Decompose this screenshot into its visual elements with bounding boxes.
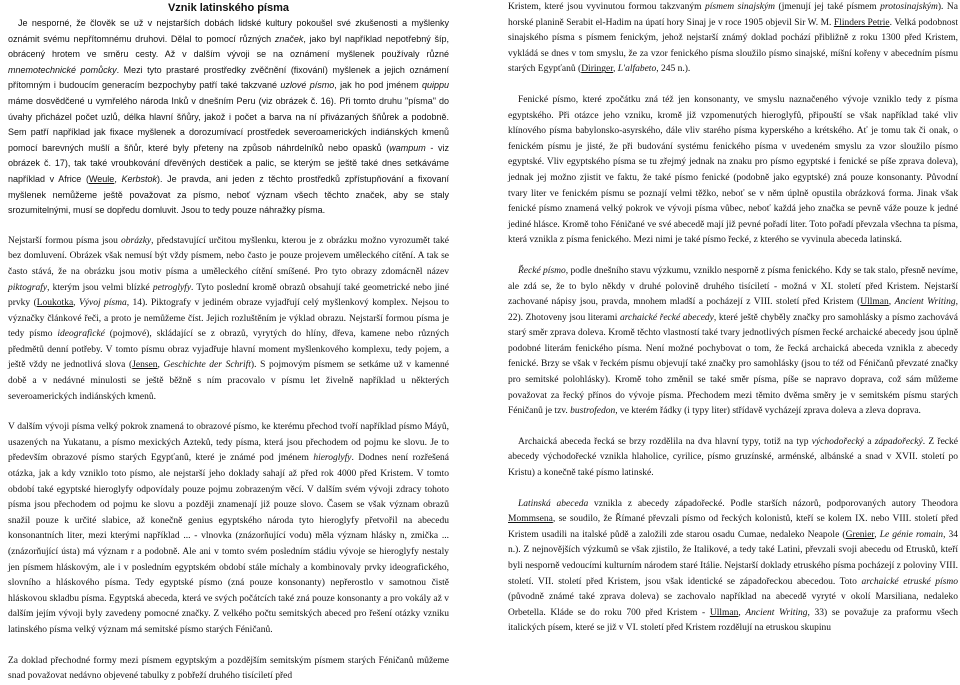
citation-ullman-1[interactable]: Ullman: [860, 297, 889, 308]
citation-flinders-petrie[interactable]: Flinders Petrie: [833, 17, 890, 28]
citation-diringer[interactable]: Diringer: [581, 64, 613, 75]
page-title: Vznik latinského písma: [167, 2, 290, 14]
citation-loukotka[interactable]: Loukotka: [36, 298, 74, 309]
paragraph-greek-split: Archaická abeceda řecká se brzy rozdělila na dva hlavní typy, totiž na typ východořecký a západořecký. Z řecké abecedy východořecké vznikla hlaholice, cyrilice, písmo gruzínské, arménské, albánské a snad v XVII. století po Kristu) a konečně také písmo latinské.: [508, 436, 958, 479]
paragraph-transition: Za doklad přechodné formy mezi písmem egyptským a pozdějším semitským písmem starých Féničanů můžeme snad považovat nedávno objevené tabulky z pobřeží druhého tisíciletí před: [8, 655, 449, 682]
citation-ullman-2[interactable]: Ullman: [709, 607, 739, 618]
paragraph-greek: Řecké písmo, podle dnešního stavu výzkumu, vzniklo nesporně z písma fenického. Kdy se tak stalo, přesně nevíme, ale zdá se, že to bylo někdy v druhé polovině druhého tisíciletí - možná v XI. století před Kristem. Nejstarší zachované nápisy jsou, pravda, mnohem mladší a pocházejí z VIII. století před Kristem (Ullman, Ancient Writing, 22). Zhotoveny jsou literami archaické řecké abecedy, které ještě chyběly značky pro samohlásky a písmo zachovává starý směr zprava doleva. Kromě těchto vlastností také tvary jednotlivých písmen řecké archaické abecedy jsou úplně podobné literám fenického písma. Není možné pochybovat o tom, že řecká archaická abeceda vznikla z abecedy fenické. Brzy se však v řeckém písmu objevují také značky pro samohlásky (jsou to též od Féničanů převzaté značky pro semitské polohlásky). Kromě toho změnil se také směr písma, píše se napravo doprava, což sám můžeme považovat za řecký přínos do vývoje písma. Přechodem mezi těmito dvěma směry je v semitském písmu starých Féničanů je tzv. bustrofedon, ve kterém řádky (i typy liter) střídavě vycházejí zprava doleva a zleva doprava.: [508, 265, 959, 417]
left-column: [8, 16, 450, 682]
paragraph-phoenician: Fenické písmo, které zpočátku zná též jen konsonanty, ve smyslu naznačeného vývoje vzniklo tedy z písma egyptského. Při otázce jeho vzniku, kromě již vzpomenutých hieroglyfů, připouští se však například také vliv klínového písma babylonsko-asyrského, dále vliv starého písma kyperského a krétského. Ať je tomu tak či onak, o fenickém písmu je jisté, že při budování systému fenického písma v uvedeném smyslu za vzor sloužilo písmo egyptské. Vliv egyptského písma se tu zřejmý jednak na znaku pro písmo egyptské i fenické se píše zprava doleva), jednak jej možno zjistit ve faktu, že také písmo fenické (podobně jako egyptské) zná pouze konsonanty. Původní tvary liter ve fenickém písmu se poznají velmi těžko, neboť se v něm úplně opustila obrázková forma. Jinak však fenické písmo znamená velký pokrok ve vývoji písma vůbec, neboť každá jeho značka se pevně váže pouze k jedné jediné hlásce. Kromě toho Féničané ve své abecedě mají již pevné pořadí liter. Toto pořadí převzala všechna ta písma, která vznikla z písma fenického. Mezi nimi je také písmo řecké, z kterého se vyvinula abeceda latinská.: [508, 94, 958, 246]
citation-mommsen[interactable]: Mommsena: [508, 514, 553, 525]
citation-grenier[interactable]: Grenier: [845, 529, 875, 540]
citation-jensen[interactable]: Jensen: [132, 360, 158, 371]
paragraph-latin: Latinská abeceda vznikla z abecedy západořecké. Podle starších názorů, podporovaných autory Theodora Mommsena, se soudilo, že Římané převzali písmo od řeckých kolonistů, kteří se kolem IX. nebo VIII. století před Kristem usadili na italské půdě a založili zde starou osadu Cumae, nedaleko Neapole (Grenier, Le génie romain, 34 n.). Z nejnovějších výzkumů se však zjistilo, že Italikové, a tedy také Latini, převzali svoji abecedu od Etrusků, kteří byli nesporně vedoucími kulturním národem staré Itálie. Nejstarší doklady etruského písma pocházejí z poloviny VIII. století. VII. století před Kristem, jsou však identické se západořeckou abecedou. Toto archaické etruské písmo (původně známé také zprava doleva) se zachovalo například na abecedě vyryté v okolí Marsiliana, nedaleko Orbetella. Kláde se do roku 700 před Kristem - Ullman, Ancient Writing, 33) se považuje za praformu všech italických písem, které se již v VI. století před Kristem rozdělují na etruskou skupinu: [508, 498, 959, 634]
paragraph-quippu: Je nesporné, že člověk se už v nejstarších dobách lidské kultury pokoušel své zkušenosti a myšlenky oznámit svému nepřítomnému druhovi. Dělal to pomocí různých značek, jako byl například nepotřebný šíp, obrácený hrotem ve směru cesty. Až v dalším vývoji se na oznámení myšlenek používaly různé mnemotechnické pomůcky. Mezi tyto prastaré prostředky zvěčnění (fixování) myšlenek a jejich oznámení přítomným i budoucím generacím bezpochyby patří také takzvané uzlové písmo, jak ho pod jménem quippu máme dosvědčené u vymřelého národa Inků v dnešním Peru (viz obrázek č. 16). Při tomto druhu "písma" do úvahy přicházel počet uzlů, délka hlavní šňůry, jakož i počet a barva na ní přivázaných šňůrek a podobně. Sem patří například jak fixace myšlenek a dorozumívací prostředek severoamerických indiánských kmenů pomocí barevných mušlí a šňůr, které byly přeteny na způsob náhrdelníků nebo opasků (wampum - viz obrázek č. 17), tak také vroubkování dřevěných destiček a palic, se kterým se ještě také dnes setkáváme například v Africe (Weule, Kerbstok). Je pravda, ani jeden z těchto prostředků zpřístupňování a fixovaní myšlenek nemůžeme ještě považovat za písmo, neboť význam všech těchto značek, aby se staly srozumitelnými, musí se dopředu domluvit. Jsou to tedy pouze náhražky písma.: [8, 18, 450, 216]
citation-weule[interactable]: Weule: [88, 173, 115, 184]
paragraph-sinai-script: Kristem, které jsou vyvinutou formou takzvaným písmem sinajským (jmenují jej také písmem protosinajským). Na horské planině Serabit el-Hadim na úpatí hory Sinaj je v roce 1905 objevil Sir W. M. Flinders Petrie. Velká podobnost sinajského písma s písmem fenickým, jehož nejstarší známý doklad pochází přibližně z roku 1300 před Kristem, vykládá se dnes v tom smyslu, že za vzor fenického písma sloužilo písmo sinajské, míšní kořeny v abecedním písmu starých Egypťanů (Diringer, L'alfabeto, 245 n.).: [508, 2, 958, 75]
right-column: [508, 0, 959, 634]
paragraph-hieroglyphs: V dalším vývoji písma velký pokrok znamená to obrazové písmo, ke kterému přechod tvoří například písmo Máyů, usazených na Yukatanu, a písmo mexických Azteků, tedy písma, která jsou přechodem od pojmu ke slovu. Je to především obrazové písmo starých Egypťanů, které je známé pod jménem hieroglyfy. Dodnes není rozřešená otázka, jak a kdy vzniklo toto písmo, ale nejstarší jeho doklady sahají až před rok 4000 před Kristem. V tomto období také egyptské hieroglyfy odpovídaly pouze pojmu zobrazeným věcí. V dalším svém vývoji zdracy tohoto písma jsou přechodem od pojmu ke slovu a později znamenají již pouze slovo. Časem se však význam obrazů snažil pouze k určité slabice, až konečně genius egyptského národa tyto hieroglyfy přetvořil na abecedu konsonantních liter, mezi kterými například ... - vlnovka (znázorňující vodu) měla význam hlásky n, zmička ... (znázorňující ústa) má význam r a podobně. Ale ani v tomto svém posledním stádiu vývoje se hieroglyfy nestaly jen písmem hláskovým, ale i v posledním egyptském období stále míchaly a kombinovaly prvky ideografického, slovního a hláskového písma. Tedy egyptské písmo (zná pouze konsonanty) nepřerostlo v samotnou čistě hláskovou skladbu písma. Egyptská abeceda, která ve svých počátcích také zná pouze konsonanty a pro vokály až v dalším jejím vývoji byly zavedeny pomocné značky. Z velkého počtu semitských abeced pro řešení otázky vzniku latinského písma velký význam má semitské písmo starých Féničanů.: [8, 422, 450, 635]
paragraph-pictographs: Nejstarší formou písma jsou obrázky, představující určitou myšlenku, kterou je z obrázku možno vyrozumět také bez domluvení. Obrázek však nemusí být vždy písmem, nebo často je pouze projevem uměleckého cítění. A tak se často stává, že na obrázku jsou motiv písma a uměleckého cítění smíšené. Pro tyto obrazy zdomácněl název piktografy, kterým jsou velmi blízké petroglyfy. Tyto poslední kromě obrazů obsahují také geometrické nebo jiné prvky (Loukotka, Vývoj písma, 14). Piktografy v jediném obraze vyjadřují celý myšlenkový komplex. Nejsou to význačky článkové řeči, a proto je nemůžeme číst. Jejich rozluštěním je výklad obrazu. Nejstarší formou písma je tedy písmo ideografické (pojmové), skládající se z obrazů, vyrytých do hlíny, dřeva, kamene nebo různých předmětů denní potřeby. V tomto písmu obraz vyjadřuje hlavní moment myšlenkového komplexu, tedy pojem, a ještě vždy ne jednotlivá slova (Jensen, Geschichte der Schrift). S pojmovým písmem se setkáme už v kamenné době a v nedávné minulosti se ještě běžně s ním pracovalo v písmu let živelně například u některých severoamerických indiánských kmenů.: [8, 235, 450, 402]
